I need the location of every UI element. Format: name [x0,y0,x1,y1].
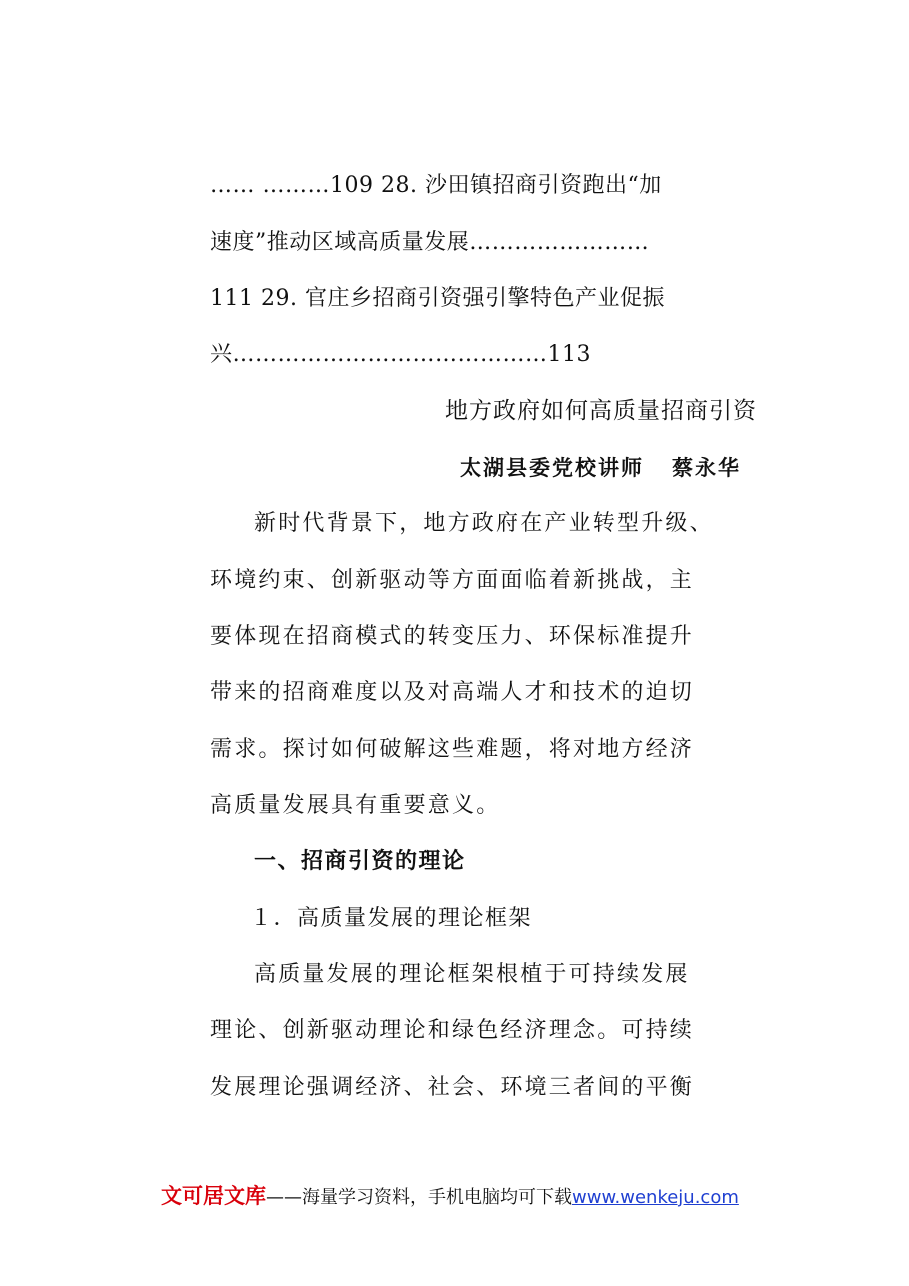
intro-line-4: 带来的招商难度以及对高端人才和技术的迫切 [210,680,695,705]
subsection-heading-1: １．高质量发展的理论框架 [250,906,533,931]
author-line [460,453,741,483]
author-name: 蔡永华 [672,456,741,480]
toc-line-2: 速度”推动区域高质量发展…………………… [210,230,650,255]
subsection-line-1: 高质量发展的理论框架根植于可持续发展 [254,962,690,987]
subsection-line-3: 发展理论强调经济、社会、环境三者间的平衡 [210,1075,695,1100]
toc-line-3: 111 29. 官庄乡招商引资强引擎特色产业促振 [210,286,665,311]
intro-line-5: 需求。探讨如何破解这些难题，将对地方经济 [210,737,695,762]
footer-brand: 文可居文库 [161,1184,266,1208]
toc-line-1: …… ………109 28. 沙田镇招商引资跑出“加 [210,173,662,198]
subsection-line-2: 理论、创新驱动理论和绿色经济理念。可持续 [210,1018,695,1043]
footer-link[interactable]: www.wenkeju.com [572,1187,739,1208]
footer-slogan: ——海量学习资料，手机电脑均可下载 [266,1187,572,1208]
footer-banner [161,1183,739,1211]
intro-line-1: 新时代背景下，地方政府在产业转型升级、 [254,511,714,536]
author-affiliation: 太湖县委党校讲师 [460,456,644,480]
intro-line-6: 高质量发展具有重要意义。 [210,793,501,818]
intro-line-2: 环境约束、创新驱动等方面面临着新挑战，主 [210,568,695,593]
toc-line-4: 兴……………………………………113 [210,342,591,367]
section-heading-1: 一、招商引资的理论 [254,849,466,874]
article-title: 地方政府如何高质量招商引资 [445,398,757,424]
intro-line-3: 要体现在招商模式的转变压力、环保标准提升 [210,624,695,649]
